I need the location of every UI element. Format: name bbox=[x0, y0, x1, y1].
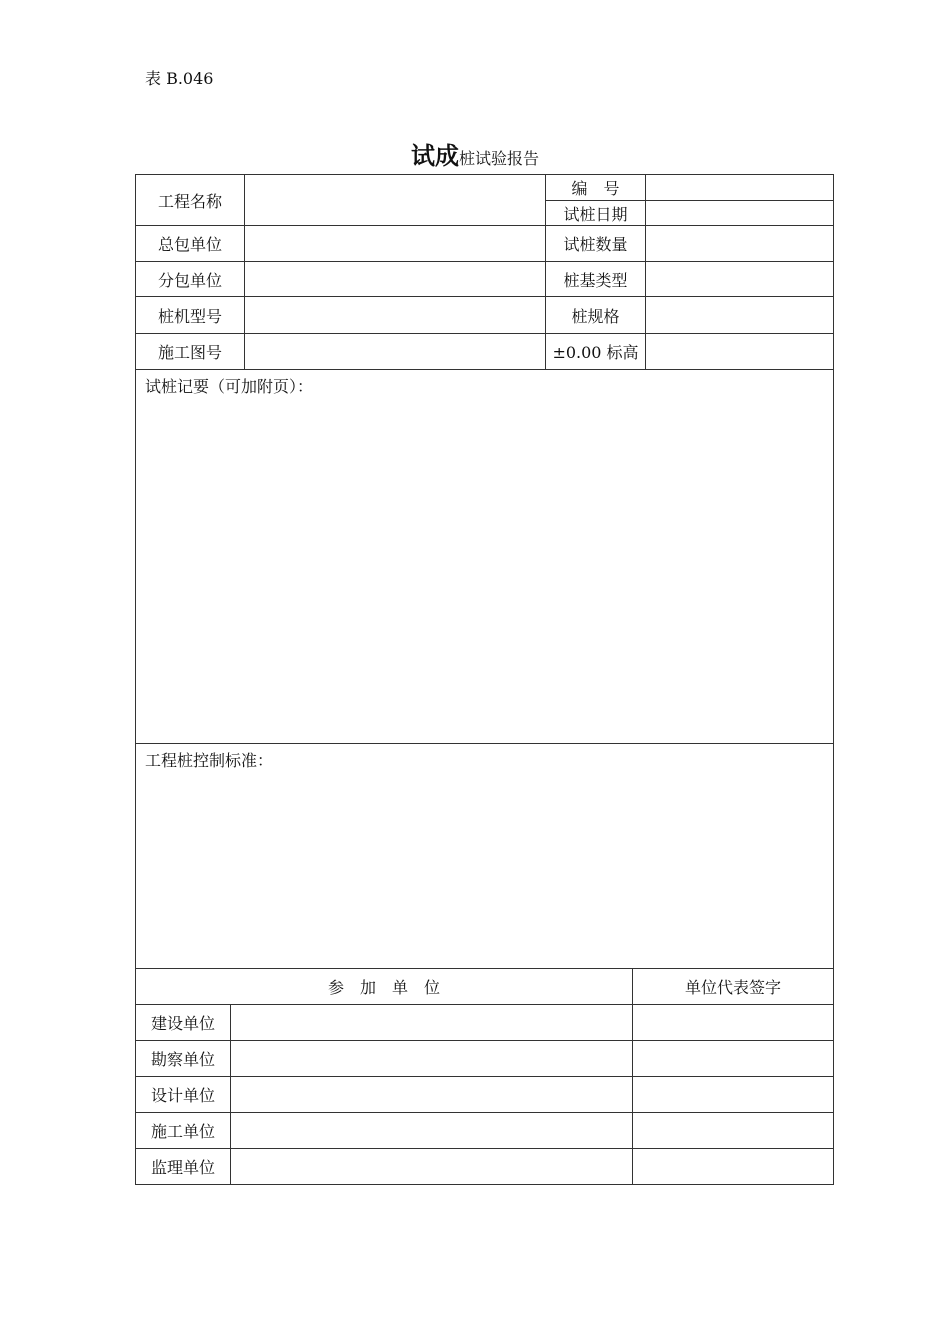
unit-name-survey[interactable] bbox=[231, 1041, 633, 1077]
serial-label: 编 号 bbox=[546, 175, 646, 201]
table-row bbox=[136, 1005, 834, 1041]
subcontractor-value[interactable] bbox=[245, 262, 546, 297]
standard-label: 工程桩控制标准： bbox=[145, 751, 274, 770]
unit-name-design[interactable] bbox=[231, 1077, 633, 1113]
general-contractor-value[interactable] bbox=[245, 226, 546, 262]
drawing-no-label: 施工图号 bbox=[136, 334, 245, 370]
memo-area[interactable] bbox=[136, 370, 834, 744]
table-row bbox=[136, 1077, 834, 1113]
unit-label-supervision: 监理单位 bbox=[136, 1149, 231, 1185]
drawing-no-value[interactable] bbox=[245, 334, 546, 370]
elevation-value[interactable] bbox=[646, 334, 834, 370]
info-table bbox=[135, 174, 834, 969]
rig-model-value[interactable] bbox=[245, 297, 546, 334]
unit-signature-construction[interactable] bbox=[633, 1113, 834, 1149]
title-big: 试成 bbox=[410, 142, 459, 170]
pile-type-value[interactable] bbox=[646, 262, 834, 297]
unit-label-owner: 建设单位 bbox=[136, 1005, 231, 1041]
table-row bbox=[136, 1113, 834, 1149]
serial-value[interactable] bbox=[646, 175, 834, 201]
pile-spec-label: 桩规格 bbox=[546, 297, 646, 334]
unit-label-construction: 施工单位 bbox=[136, 1113, 231, 1149]
rig-model-label: 桩机型号 bbox=[136, 297, 245, 334]
participants-header: 参 加 单 位 bbox=[136, 969, 633, 1005]
project-name-value[interactable] bbox=[245, 175, 546, 226]
unit-name-construction[interactable] bbox=[231, 1113, 633, 1149]
pile-type-label: 桩基类型 bbox=[546, 262, 646, 297]
unit-label-survey: 勘察单位 bbox=[136, 1041, 231, 1077]
standard-area[interactable] bbox=[136, 744, 834, 969]
form-code: 表 B.046 bbox=[145, 69, 214, 88]
subcontractor-label: 分包单位 bbox=[136, 262, 245, 297]
table-row bbox=[136, 1149, 834, 1185]
unit-signature-design[interactable] bbox=[633, 1077, 834, 1113]
test-date-value[interactable] bbox=[646, 201, 834, 226]
signature-header: 单位代表签字 bbox=[633, 969, 834, 1005]
unit-signature-supervision[interactable] bbox=[633, 1149, 834, 1185]
memo-label: 试桩记要（可加附页）： bbox=[145, 377, 314, 396]
unit-name-supervision[interactable] bbox=[231, 1149, 633, 1185]
unit-label-design: 设计单位 bbox=[136, 1077, 231, 1113]
test-pile-count-label: 试桩数量 bbox=[546, 226, 646, 262]
general-contractor-label: 总包单位 bbox=[136, 226, 245, 262]
page-title bbox=[0, 136, 950, 171]
title-small: 桩试验报告 bbox=[458, 149, 539, 168]
test-date-label: 试桩日期 bbox=[546, 201, 646, 226]
elevation-label: ±0.00 标高 bbox=[546, 334, 646, 370]
units-table bbox=[135, 968, 834, 1185]
test-pile-count-value[interactable] bbox=[646, 226, 834, 262]
pile-spec-value[interactable] bbox=[646, 297, 834, 334]
unit-signature-owner[interactable] bbox=[633, 1005, 834, 1041]
unit-signature-survey[interactable] bbox=[633, 1041, 834, 1077]
unit-name-owner[interactable] bbox=[231, 1005, 633, 1041]
project-name-label: 工程名称 bbox=[136, 175, 245, 226]
table-row bbox=[136, 1041, 834, 1077]
